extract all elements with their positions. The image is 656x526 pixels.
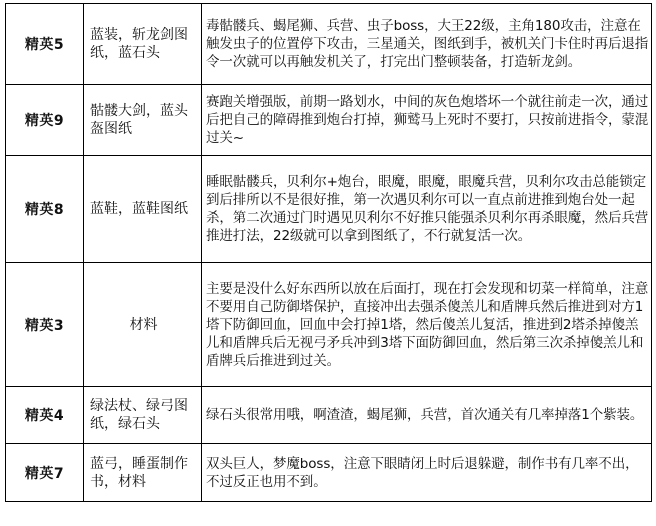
notes-cell: 主要是没什么好东西所以放在后面打，现在打会发现和切菜一样简单，注意不要用自己防御塔保护，直接冲出去强杀傻羔儿和盾牌兵然后推进到对方1塔下防御回血，回血中会打掉1塔，然后傻羔儿复活，推进到2塔杀掉傻羔儿和盾牌兵后无视弓矛兵冲到3塔下面防御回血，然后第三次杀掉傻羔儿和盾牌兵后推进到过关。 — [202, 263, 652, 387]
stage-cell: 精英8 — [6, 156, 84, 263]
table-row — [6, 156, 652, 263]
stage-cell: 精英3 — [6, 263, 84, 387]
table-row — [6, 387, 652, 444]
notes-cell: 双头巨人，梦魔boss，注意下眼睛闭上时后退躲避，制作书有几率不出，不过反正也用不到。 — [202, 444, 652, 502]
stage-cell: 精英4 — [6, 387, 84, 444]
table-row — [6, 4, 652, 85]
loot-cell: 材料 — [84, 263, 202, 387]
stage-cell: 精英7 — [6, 444, 84, 502]
loot-cell: 骷髅大剑，蓝头盔图纸 — [84, 85, 202, 156]
stage-cell: 精英5 — [6, 4, 84, 85]
table-row — [6, 444, 652, 502]
loot-cell: 蓝装，斩龙剑图纸，蓝石头 — [84, 4, 202, 85]
guide-table — [5, 3, 652, 502]
loot-cell: 绿法杖、绿弓图纸，绿石头 — [84, 387, 202, 444]
stage-cell: 精英9 — [6, 85, 84, 156]
table-row — [6, 263, 652, 387]
notes-cell: 睡眠骷髅兵，贝利尔+炮台，眼魔，眼魔，眼魔兵营，贝利尔攻击总能锁定到后排所以不是很好推，第一次遇贝利尔可以一直点前进推到炮台处一起杀，第二次通过门时遇见贝利尔不好推只能强杀贝利尔再杀眼魔，然后兵营推进打法，22级就可以拿到图纸了，不行就复活一次。 — [202, 156, 652, 263]
notes-cell: 赛跑关增强版，前期一路划水，中间的灰色炮塔坏一个就往前走一次，通过后把自己的障碍推到炮台打掉，狮鹫马上死时不要打，只按前进指令，蒙混过关~ — [202, 85, 652, 156]
table-row — [6, 85, 652, 156]
notes-cell: 绿石头很常用哦，啊渣渣，蝎尾狮，兵营，首次通关有几率掉落1个紫装。 — [202, 387, 652, 444]
loot-cell: 蓝鞋，蓝鞋图纸 — [84, 156, 202, 263]
loot-cell: 蓝弓，睡蛋制作书，材料 — [84, 444, 202, 502]
notes-cell: 毒骷髅兵、蝎尾狮、兵营、虫子boss，大王22级，主角180攻击，注意在触发虫子的位置停下攻击，三星通关，图纸到手，被机关门卡住时再后退指令一次就可以再触发机关了，打完出门整顿装备，打造斩龙剑。 — [202, 4, 652, 85]
